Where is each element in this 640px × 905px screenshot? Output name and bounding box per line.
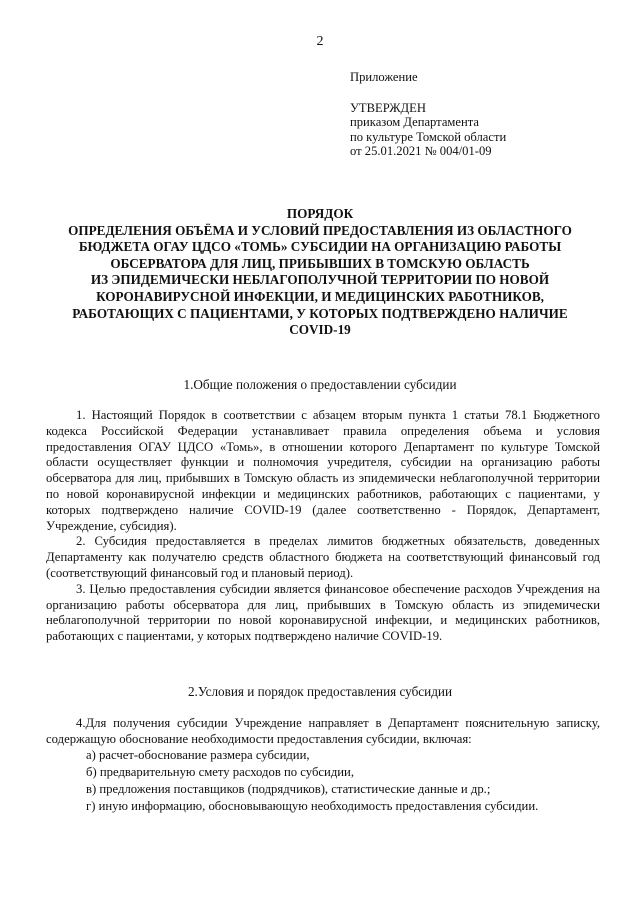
list-item-a: а) расчет-обоснование размера субсидии, [86, 748, 310, 762]
page-number: 2 [316, 34, 324, 49]
title-line: РАБОТАЮЩИХ С ПАЦИЕНТАМИ, У КОТОРЫХ ПОДТВЕРЖДЕНО НАЛИЧИЕ [72, 305, 568, 321]
paragraph-1: 1. Настоящий Порядок в соответствии с абзацем вторым пункта 1 статьи 78.1 Бюджетного кодекса Российской Федерации устанавливает правила определения объема и условия предоставления ОГАУ ЦДСО «Томь», в отношении которого Департамент по культуре Томской области осуществляет функции и полномочия учредителя, субсидии на организацию работы обсерватора для лиц, прибывших в Томскую область из эпидемически неблагополучной территории по новой коронавирусной инфекции и медицинских работников, работающих с пациентами, у которых подтверждено наличие COVID-19 (далее соответственно - Порядок, Департамент, Учреждение, субсидия). [46, 408, 600, 533]
approval-block [350, 70, 506, 159]
section-2-heading: 2.Условия и порядок предоставления субсидии [187, 684, 453, 699]
title-line: БЮДЖЕТА ОГАУ ЦДСО «ТОМЬ» СУБСИДИИ НА ОРГАНИЗАЦИЮ РАБОТЫ [78, 239, 562, 255]
title-line: КОРОНАВИРУСНОЙ ИНФЕКЦИИ, И МЕДИЦИНСКИХ РАБОТНИКОВ, [96, 288, 544, 304]
section-2-body [46, 716, 600, 748]
title-line: COVID-19 [289, 322, 351, 338]
list-item-d: г) иную информацию, обосновывающую необходимость предоставления субсидии. [86, 799, 539, 813]
approval-line: по культуре Томской области [350, 129, 507, 144]
document-title [30, 206, 610, 339]
paragraph-2: 2. Субсидия предоставляется в пределах лимитов бюджетных обязательств, доведенных Департаменту как получателю средств областного бюджета на соответствующий финансовый год (соответствующий финансовый год и плановый период). [46, 534, 600, 580]
title-line: ОБСЕРВАТОРА ДЛЯ ЛИЦ, ПРИБЫВШИХ В ТОМСКУЮ ОБЛАСТЬ [110, 255, 530, 271]
list-item-c: в) предложения поставщиков (подрядчиков), статистические данные и др.; [86, 782, 491, 796]
title-line: ПОРЯДОК [286, 206, 354, 221]
section-1-body [46, 408, 600, 645]
approval-date-number: от 25.01.2021 № 004/01-09 [350, 144, 492, 159]
title-line: ОПРЕДЕЛЕНИЯ ОБЪЁМА И УСЛОВИЙ ПРЕДОСТАВЛЕНИЯ ИЗ ОБЛАСТНОГО [68, 222, 572, 238]
title-line: ИЗ ЭПИДЕМИЧЕСКИ НЕБЛАГОПОЛУЧНОЙ ТЕРРИТОРИИ ПО НОВОЙ [90, 272, 550, 288]
paragraph-4: 4.Для получения субсидии Учреждение направляет в Департамент пояснительную записку, содержащую обоснование необходимости предоставления субсидии, включая: [46, 716, 600, 746]
paragraph-3: 3. Целью предоставления субсидии является финансовое обеспечение расходов Учреждения на организацию работы обсерватора для лиц, прибывших в Томскую область из эпидемически неблагополучной территории по новой коронавирусной инфекции, и медицинских работников, работающих с пациентами, у которых подтверждено наличие COVID-19. [46, 581, 600, 644]
approval-line: приказом Департамента [350, 115, 479, 130]
list-item-b: б) предварительную смету расходов по субсидии, [86, 765, 355, 779]
annex-label: Приложение [350, 70, 418, 84]
section-1-heading: 1.Общие положения о предоставлении субсидии [183, 377, 457, 392]
approved-label: УТВЕРЖДЕН [350, 100, 426, 115]
